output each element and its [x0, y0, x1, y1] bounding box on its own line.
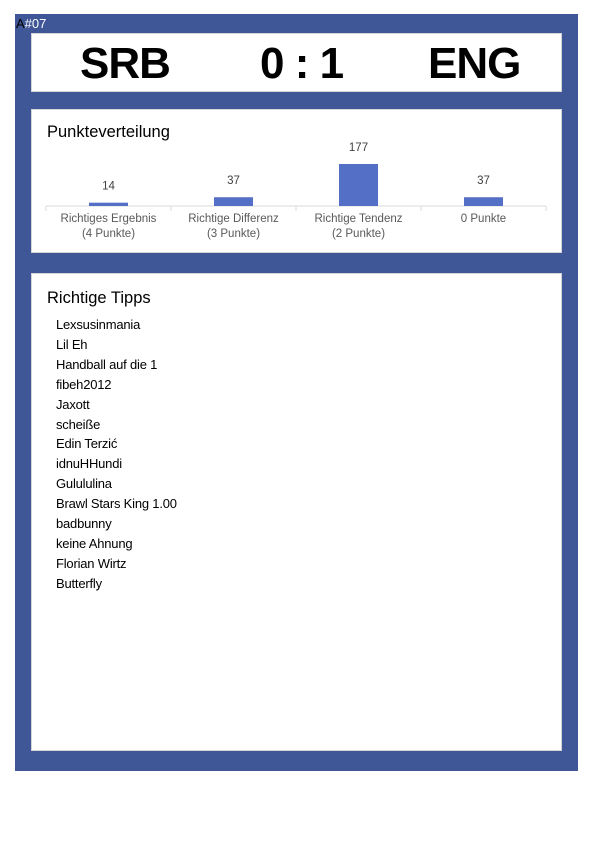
- tip-name: fibeh2012: [56, 376, 112, 392]
- category-label: Richtiges Ergebnis: [60, 213, 157, 225]
- sheet-match-number: #07: [24, 16, 47, 31]
- tip-name: scheiße: [56, 416, 101, 432]
- tips-title: Richtige Tipps: [47, 289, 151, 307]
- away-team: ENG: [428, 39, 521, 88]
- match-result: 0 : 1: [260, 39, 344, 88]
- tip-name: keine Ahnung: [56, 535, 133, 551]
- category-label: (4 Punkte): [81, 228, 136, 240]
- tip-name: Handball auf die 1: [56, 356, 158, 372]
- tip-name: Florian Wirtz: [56, 555, 127, 571]
- tips-list: [56, 315, 177, 594]
- tip-name: Butterfly: [56, 575, 102, 591]
- correct-tips-panel: [31, 273, 562, 751]
- tip-name: Edin Terzić: [56, 436, 118, 452]
- category-label: (2 Punkte): [331, 228, 386, 240]
- category-label: (3 Punkte): [206, 228, 261, 240]
- chart-bar: [214, 197, 253, 206]
- chart-bar: [339, 164, 378, 206]
- home-team: SRB: [80, 39, 170, 88]
- sheet-column-letter: A: [16, 16, 25, 31]
- bar-value-label: 37: [477, 175, 490, 188]
- bar-value-label: 177: [348, 142, 369, 154]
- bar-value-label: 37: [227, 175, 240, 188]
- chart-bar: [89, 203, 128, 206]
- tip-name: idnuHHundi: [56, 456, 122, 472]
- tip-name: Jaxott: [56, 396, 90, 412]
- sheet-id: [16, 15, 46, 33]
- category-label: 0 Punkte: [460, 213, 507, 225]
- points-chart-panel: [31, 109, 562, 253]
- tip-name: Lil Eh: [56, 336, 88, 352]
- chart-bar: [464, 197, 503, 206]
- score-panel: [31, 33, 562, 92]
- points-bar-chart: [32, 110, 563, 254]
- tip-name: Gulululina: [56, 476, 112, 492]
- bar-value-label: 14: [102, 180, 115, 193]
- chart-title: Punkteverteilung: [47, 123, 170, 141]
- tip-name: Brawl Stars King 1.00: [56, 496, 177, 512]
- tip-name: badbunny: [56, 516, 112, 532]
- category-label: Richtige Tendenz: [314, 213, 403, 225]
- tip-name: Lexsusinmania: [56, 317, 141, 332]
- category-label: Richtige Differenz: [188, 213, 279, 225]
